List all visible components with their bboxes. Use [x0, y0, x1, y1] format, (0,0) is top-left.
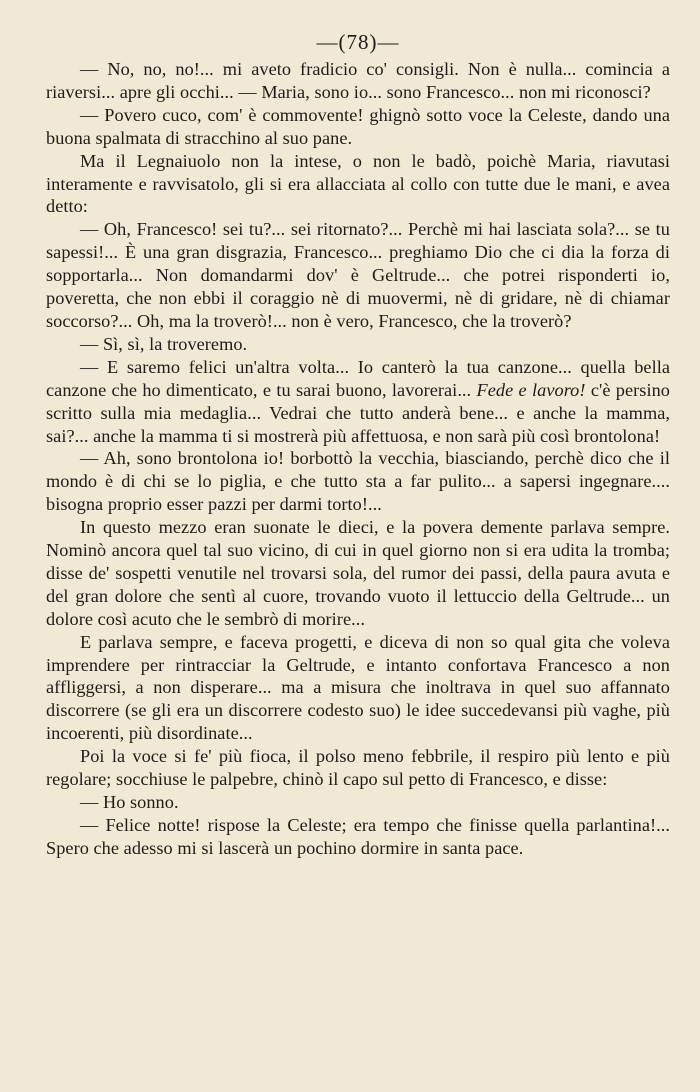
paragraph: — Sì, sì, la troveremo. [80, 333, 248, 354]
italic-motto: Fede e lavoro! [476, 379, 586, 400]
paragraph: E parlava sempre, e faceva progetti, e diceva di non so qual gita che voleva imprendere per rintracciar la Geltrude, e intanto confortava Francesco a non affliggersi, a non disperare... ma a misura che inoltrava in quel suo affannato discorrere (se gli era un discorrere codesto suo) le idee succedevansi più vaghe, più incoerenti, più disordinate... [46, 631, 670, 744]
paragraph: — No, no, no!... mi aveto fradicio co' consigli. Non è nulla... comincia a riaversi... apre gli occhi... — Maria, sono io... sono Francesco... non mi riconosci? [46, 59, 670, 102]
paragraph: — Felice notte! rispose la Celeste; era tempo che finisse quella parlantina!... Spero che adesso mi si lascerà un pochino dormire in santa pace. [46, 814, 670, 858]
paragraph [46, 356, 670, 448]
paragraph: Ma il Legnaiuolo non la intese, o non le badò, poichè Maria, riavutasi interamente e ravvisatolo, gli si era allacciata al collo con tutte due le mani, e avea detto: [46, 150, 670, 217]
paragraph: Poi la voce si fe' più fioca, il polso meno febbrile, il respiro più lento e più regolare; socchiuse le palpebre, chinò il capo sul petto di Francesco, e disse: [46, 746, 670, 790]
page-number: —(78)— [316, 30, 400, 54]
body-text [46, 58, 670, 860]
paragraph-text: c'è persino scritto sulla mia medaglia... Vedrai che tutto anderà bene... e anche la mamma, sai?... anche la mamma ti si mostrerà più affettuosa, e non sarà più così brontolona! [46, 379, 670, 446]
paragraph: — Ah, sono brontolona io! borbottò la vecchia, biasciando, perchè dico che il mondo è di chi se lo piglia, e che tutto sta a far pulito... a sapersi ingegnare.... bisogna proprio esser pazzi per darmi torto!... [46, 448, 670, 515]
paragraph: — Ho sonno. [80, 792, 179, 812]
paragraph: — Oh, Francesco! sei tu?... sei ritornato?... Perchè mi hai lasciata sola?... se tu sapessi!... È una gran disgrazia, Francesco... preghiamo Dio che ci dia la forza di sopportarla... Non domandarmi dov' è Geltrude... che potrei risponderti io, poveretta, che non ebbi il coraggio nè di muovermi, nè di gridare, nè di chiamar soccorso?... Oh, ma la troverò!... non è vero, Francesco, che la troverò? [46, 219, 670, 331]
paragraph-text: — E saremo felici un'altra volta... Io canterò la tua canzone... quella bella canzone che ho dimenticato, e tu sarai buono, lavorerai... [46, 356, 670, 400]
paragraph: In questo mezzo eran suonate le dieci, e la povera demente parlava sempre. Nominò ancora quel tal suo vicino, di cui in quel giorno non si era udita la tromba; disse de' sospetti venutile nel trovarsi sola, del rumor dei passi, della paura avuta e del gran dolore che sentì al cuore, trovando vuoto il lettuccio della Geltrude... un dolore così acuto che le sembrò di morire... [46, 517, 670, 629]
paragraph: — Povero cuco, com' è commovente! ghignò sotto voce la Celeste, dando una buona spalmata di stracchino al suo pane. [46, 104, 670, 148]
